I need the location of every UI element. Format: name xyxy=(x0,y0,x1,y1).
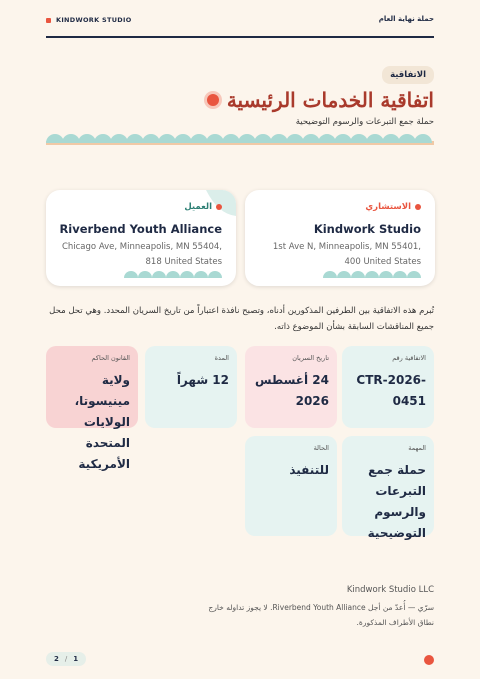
brand-mark-icon xyxy=(46,18,51,23)
role-marker-icon xyxy=(216,204,222,210)
scallop-divider-icon xyxy=(46,133,434,145)
consultant-role-label: الاستشاري xyxy=(365,202,411,212)
consultant-name: Kindwork Studio xyxy=(313,222,421,236)
client-address: Chicago Ave, Minneapolis, MN 55404, 818 United States xyxy=(61,242,222,267)
role-marker-icon xyxy=(415,204,421,210)
agreement-number-tile xyxy=(342,346,434,428)
top-bar xyxy=(46,0,434,38)
effective-date-value: 24 أغسطس 2026 xyxy=(254,373,329,408)
term-label: المدة xyxy=(214,354,229,362)
campaign-label: حملة نهاية العام xyxy=(378,15,434,23)
page-current: 1 xyxy=(73,655,79,663)
page-subtitle: حملة جمع التبرعات والرسوم التوضيحية xyxy=(295,117,434,127)
client-card xyxy=(46,190,236,286)
page-indicator xyxy=(46,652,86,666)
client-role xyxy=(184,202,222,212)
confidentiality-note: سرّي — أُعدّ من أجل Riverbend Youth Alliance. لا يجوز تداوله خارج نطاق الأطراف المذكورة. xyxy=(208,603,434,627)
agreement-number-value: CTR-2026-0451 xyxy=(356,373,426,408)
footer-dot-icon xyxy=(424,655,434,665)
page-title: اتفاقية الخدمات الرئيسية xyxy=(226,88,434,112)
card-scallop-icon xyxy=(124,268,222,278)
client-name: Riverbend Youth Alliance xyxy=(59,222,222,236)
task-tile xyxy=(342,436,434,540)
intro-paragraph: تُبرم هذه الاتفاقية بين الطرفين المذكورين أدناه، وتصبح نافذة اعتباراً من تاريخ السريان المحدد. وهي تحل محل جميع المناقشات السابقة بشأن الموضوع ذاته. xyxy=(49,306,434,332)
agreement-number-label: الاتفاقية رقم xyxy=(392,354,426,362)
title-bullet-icon xyxy=(207,94,219,106)
effective-date-label: تاريخ السريان xyxy=(292,354,329,362)
task-label: المهمة xyxy=(408,444,426,452)
title-row xyxy=(207,88,434,112)
term-tile xyxy=(145,346,237,428)
brand-name: KINDWORK STUDIO xyxy=(56,16,132,24)
footer-organization: Kindwork Studio LLC xyxy=(346,585,434,595)
consultant-address: 1st Ave N, Minneapolis, MN 55401, 400 United States xyxy=(272,242,421,267)
governing-law-value: ولاية مينيسوتا، الولايات المتحدة الأمريكية xyxy=(74,373,130,471)
card-scallop-icon xyxy=(323,268,421,278)
page-total: 2 xyxy=(54,655,59,663)
consultant-role xyxy=(365,202,421,212)
status-tile xyxy=(245,436,337,536)
consultant-card xyxy=(245,190,435,286)
governing-law-label: القانون الحاكم xyxy=(91,354,130,362)
page-separator: / xyxy=(64,655,68,663)
document-kicker: الاتفاقية xyxy=(382,66,434,84)
status-label: الحالة xyxy=(313,444,329,452)
client-role-label: العميل xyxy=(184,202,212,212)
brand xyxy=(46,16,132,24)
effective-date-tile xyxy=(245,346,337,428)
status-value: للتنفيذ xyxy=(289,463,329,477)
term-value: 12 شهراً xyxy=(176,373,229,387)
task-value: حملة جمع التبرعات والرسوم التوضيحية xyxy=(367,463,426,540)
governing-law-tile xyxy=(46,346,138,471)
